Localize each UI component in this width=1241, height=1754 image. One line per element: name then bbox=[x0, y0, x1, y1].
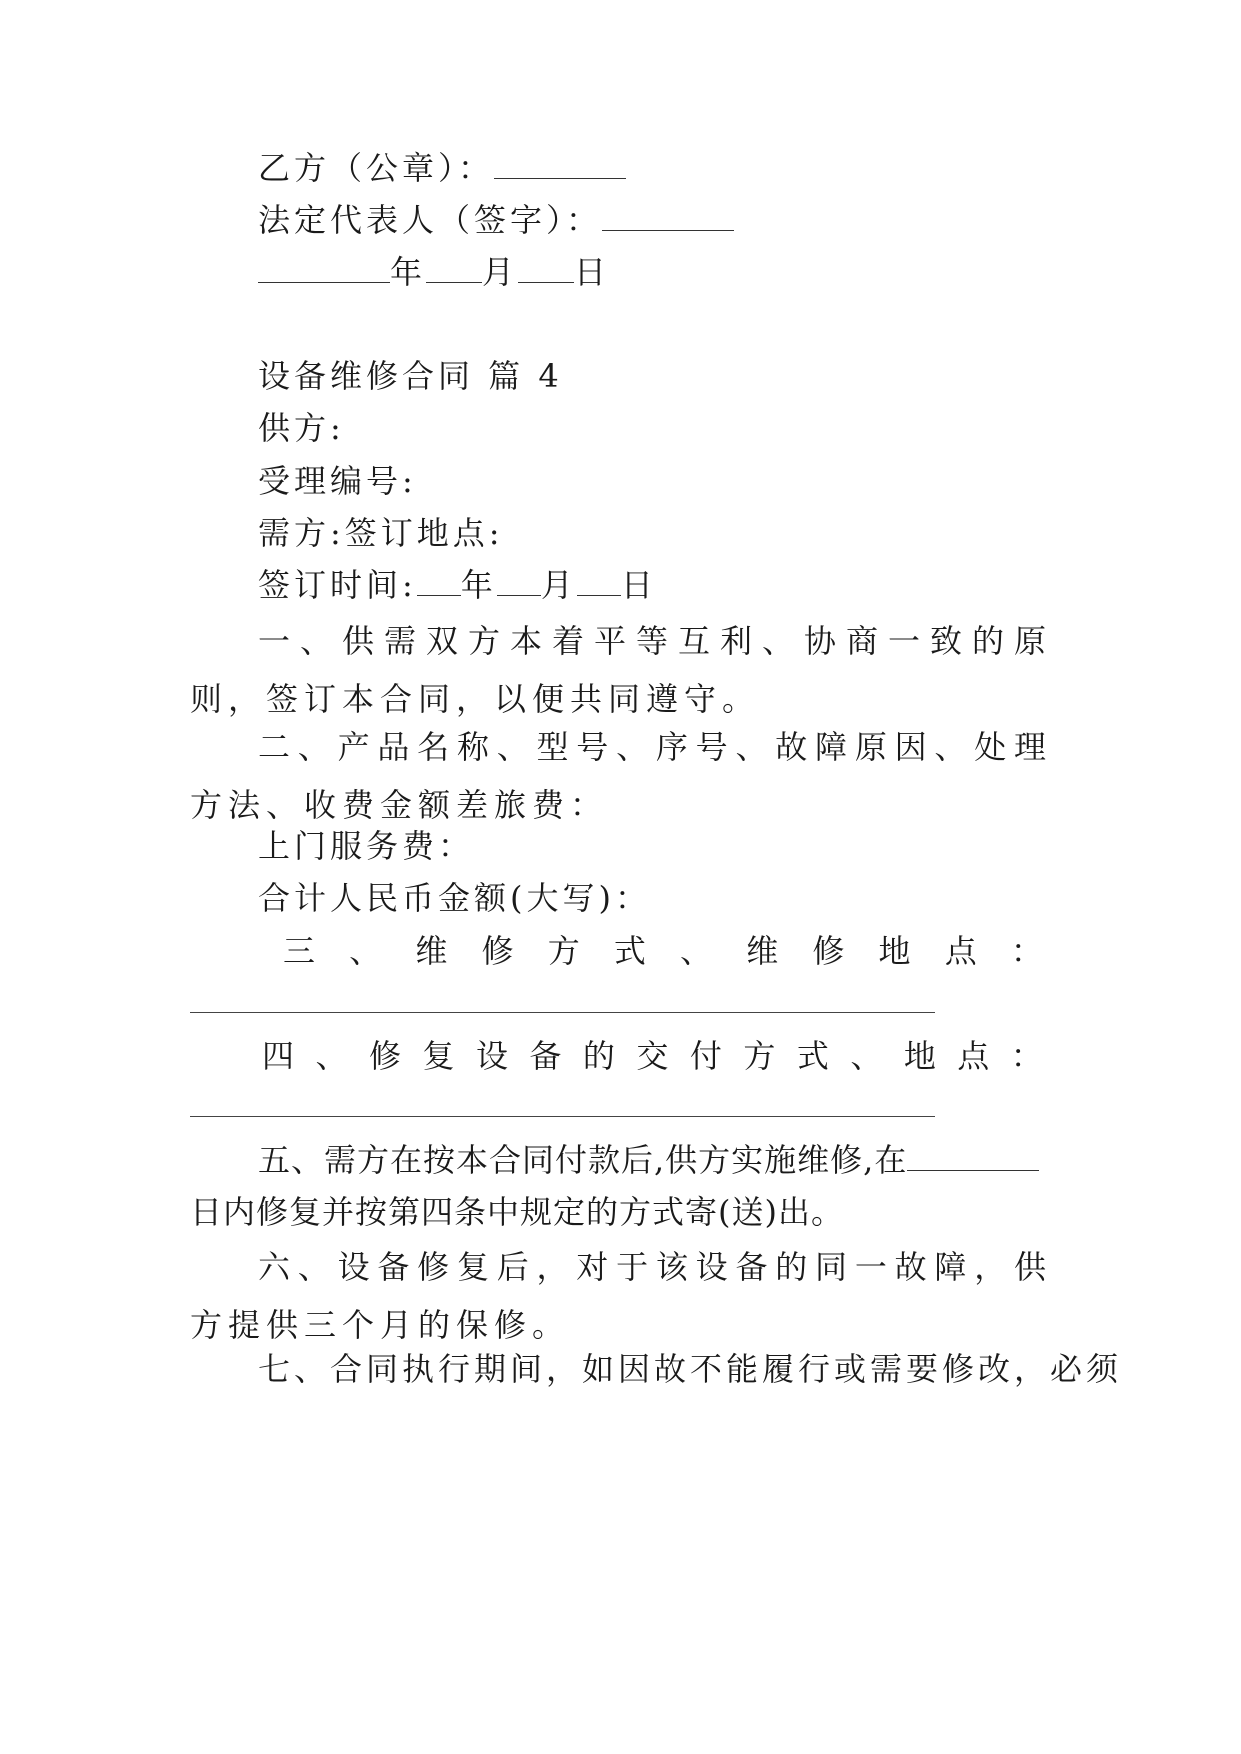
clause-5-text-a: 五、需方在按本合同付款后,供方实施维修,在 bbox=[258, 1141, 908, 1179]
c3-char: 方 bbox=[547, 932, 580, 970]
c4-char: 点 bbox=[957, 1037, 990, 1075]
clause-5-line-2: 日内修复并按第四条中规定的方式寄(送)出。 bbox=[190, 1193, 844, 1231]
c4-char: 、 bbox=[850, 1037, 883, 1075]
day-blank bbox=[518, 252, 574, 283]
month-blank bbox=[426, 252, 482, 283]
party-b-rep-blank bbox=[602, 200, 734, 231]
clause-6: 六、设备修复后，对于该设备的同一故障，供方提供三个月的保修。 bbox=[190, 1248, 1052, 1344]
c3-char: 维 bbox=[746, 932, 779, 970]
sign-month: 月 bbox=[540, 566, 577, 604]
c4-char: 、 bbox=[315, 1037, 348, 1075]
c4-char: 备 bbox=[529, 1037, 562, 1075]
party-b-seal-blank bbox=[494, 148, 626, 179]
sign-day: 日 bbox=[620, 566, 657, 604]
clause-3 bbox=[283, 931, 1043, 971]
clause-5-days-blank bbox=[907, 1140, 1039, 1171]
section-title: 设备维修合同 篇 4 bbox=[258, 357, 563, 395]
c3-char: 维 bbox=[415, 932, 448, 970]
clause-1: 一、供需双方本着平等互利、协商一致的原则，签订本合同，以便共同遵守。 bbox=[190, 622, 1052, 718]
c3-char: ： bbox=[1010, 932, 1043, 970]
c4-char: 四 bbox=[262, 1037, 295, 1075]
c4-char: 方 bbox=[743, 1037, 776, 1075]
c3-char: 式 bbox=[613, 932, 646, 970]
clause-4 bbox=[262, 1036, 1043, 1076]
c4-char: 付 bbox=[689, 1037, 722, 1075]
party-b-seal-label: 乙方（公章）： bbox=[258, 149, 495, 187]
c4-char: 设 bbox=[475, 1037, 508, 1075]
party-b-seal-line bbox=[258, 148, 626, 188]
date-year: 年 bbox=[390, 253, 427, 291]
c3-char: 三 bbox=[283, 932, 316, 970]
clause-2-service-fee: 上门服务费： bbox=[258, 827, 475, 865]
sign-year-blank bbox=[417, 565, 461, 596]
year-blank bbox=[258, 252, 390, 283]
c4-char: 修 bbox=[368, 1037, 401, 1075]
c4-char: 复 bbox=[422, 1037, 455, 1075]
c4-char: 的 bbox=[582, 1037, 615, 1075]
c3-char: 地 bbox=[878, 932, 911, 970]
clause-2-total: 合计人民币金额(大写)： bbox=[258, 879, 651, 917]
sign-time-label: 签订时间: bbox=[258, 566, 417, 604]
c4-char: 交 bbox=[636, 1037, 669, 1075]
date-month: 月 bbox=[482, 253, 519, 291]
clause-7: 七、合同执行期间，如因故不能履行或需要修改，必须 bbox=[258, 1350, 1123, 1388]
c3-char: 点 bbox=[944, 932, 977, 970]
c4-char: 式 bbox=[796, 1037, 829, 1075]
supplier-line: 供方: bbox=[258, 409, 345, 447]
sign-time-line bbox=[258, 565, 657, 605]
c4-char: 地 bbox=[903, 1037, 936, 1075]
sign-month-blank bbox=[497, 565, 541, 596]
sign-year: 年 bbox=[460, 566, 497, 604]
clause-5-line-1 bbox=[258, 1140, 1039, 1180]
accept-no-line: 受理编号: bbox=[258, 462, 417, 500]
party-b-rep-label: 法定代表人（签字）： bbox=[258, 201, 603, 239]
demander-place-line: 需方:签订地点: bbox=[258, 514, 504, 552]
c4-char: ： bbox=[1010, 1037, 1043, 1075]
c3-char: 、 bbox=[680, 932, 713, 970]
party-b-date-line bbox=[258, 252, 610, 292]
clause-4-underline bbox=[190, 1116, 935, 1117]
date-day: 日 bbox=[574, 253, 611, 291]
sign-day-blank bbox=[577, 565, 621, 596]
party-b-rep-line bbox=[258, 200, 734, 240]
clause-3-underline bbox=[190, 1012, 935, 1013]
c3-char: 修 bbox=[481, 932, 514, 970]
clause-2: 二、产品名称、型号、序号、故障原因、处理方法、收费金额差旅费： bbox=[190, 728, 1052, 824]
c3-char: 、 bbox=[349, 932, 382, 970]
c3-char: 修 bbox=[812, 932, 845, 970]
